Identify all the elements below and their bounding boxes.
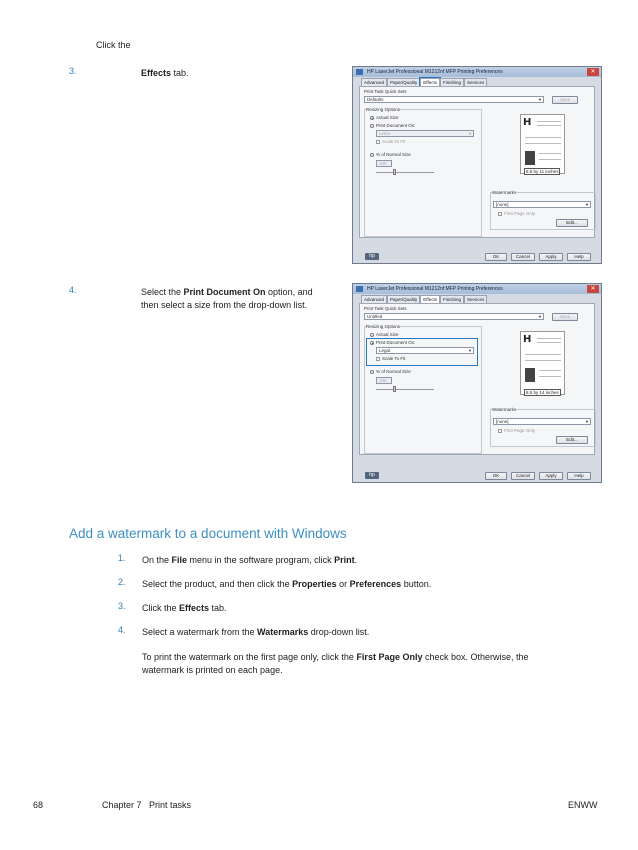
actual-size-label: Actual Size bbox=[376, 332, 399, 337]
close-icon[interactable]: ✕ bbox=[587, 68, 599, 76]
tab-advanced[interactable]: Advanced bbox=[361, 295, 387, 304]
text-span: Select the bbox=[141, 287, 184, 297]
help-button[interactable]: Help bbox=[567, 472, 591, 480]
first-page-only-checkbox[interactable] bbox=[498, 429, 502, 433]
quick-sets-label: Print Task Quick Sets bbox=[364, 89, 407, 94]
percent-input[interactable] bbox=[376, 377, 392, 384]
size-tag: 8.5 by 14 inches bbox=[526, 390, 559, 395]
preview-line bbox=[525, 143, 561, 144]
intro-text: Click the bbox=[96, 40, 131, 50]
paper-size-select[interactable] bbox=[376, 347, 474, 354]
print-document-on-radio[interactable] bbox=[370, 124, 374, 128]
preview-line bbox=[539, 159, 561, 160]
paper-size-select[interactable] bbox=[376, 130, 474, 137]
percent-slider-track bbox=[376, 172, 434, 173]
step-text bbox=[142, 601, 227, 615]
bold-term: Effects bbox=[179, 603, 210, 613]
paper-size-value: Legal bbox=[379, 348, 391, 353]
scale-to-fit-checkbox[interactable] bbox=[376, 357, 380, 361]
percent-size-label: % of Normal Size bbox=[376, 369, 411, 374]
edit-button[interactable]: Edit... bbox=[556, 219, 588, 227]
tab-services[interactable]: Services bbox=[464, 78, 487, 87]
watermarks-select[interactable] bbox=[493, 418, 591, 425]
bold-term: Watermarks bbox=[257, 627, 309, 637]
preview-line bbox=[525, 137, 561, 138]
quick-sets-value: Untitled bbox=[367, 314, 383, 319]
step-text bbox=[142, 577, 431, 591]
tab-paper-quality[interactable]: Paper/Quality bbox=[387, 295, 420, 304]
printing-preferences-dialog-2 bbox=[352, 283, 602, 483]
cancel-button[interactable]: Cancel bbox=[511, 472, 535, 480]
watermark-value: [none] bbox=[496, 419, 509, 424]
hp-logo: hp bbox=[365, 472, 379, 479]
tab-finishing[interactable]: Finishing bbox=[440, 78, 464, 87]
page-number: 68 bbox=[33, 800, 44, 810]
apply-button[interactable]: Apply bbox=[539, 253, 563, 261]
bold-term: Properties bbox=[292, 579, 337, 589]
tab-advanced[interactable]: Advanced bbox=[361, 78, 387, 87]
text-span: drop-down list. bbox=[308, 627, 370, 637]
percent-slider-thumb[interactable] bbox=[393, 169, 396, 175]
tab-paper-quality[interactable]: Paper/Quality bbox=[387, 78, 420, 87]
dialog-titlebar bbox=[353, 284, 601, 294]
page-preview bbox=[520, 331, 565, 395]
bold-term: Print bbox=[334, 555, 355, 565]
text-span: . bbox=[354, 555, 358, 565]
step-number: 3. bbox=[118, 601, 126, 611]
actual-size-label: Actual Size bbox=[376, 115, 399, 120]
hp-logo: hp bbox=[365, 253, 379, 260]
resizing-label: Resizing Options bbox=[366, 107, 401, 112]
quick-sets-label: Print Task Quick Sets bbox=[364, 306, 407, 311]
percent-slider-thumb[interactable] bbox=[393, 386, 396, 392]
print-document-on-label: Print Document On: bbox=[376, 340, 416, 345]
tab-panel bbox=[359, 303, 595, 455]
percent-slider-track bbox=[376, 389, 434, 390]
quick-sets-select[interactable] bbox=[364, 313, 544, 320]
bold-term: Print Document On bbox=[183, 287, 266, 297]
preview-chart-icon bbox=[525, 151, 535, 165]
percent-size-label: % of Normal Size bbox=[376, 152, 411, 157]
percent-input[interactable] bbox=[376, 160, 392, 167]
quick-sets-value: Defaults bbox=[367, 97, 384, 102]
ok-button[interactable]: OK bbox=[485, 253, 507, 261]
chevron-down-icon: ▼ bbox=[468, 348, 472, 353]
dialog-title: HP LaserJet Professional M1212nf MFP Printing Preferences bbox=[367, 286, 503, 292]
printer-icon bbox=[356, 69, 363, 75]
text-span: menu in the software program, click bbox=[187, 555, 335, 565]
first-page-only-label: First Page Only bbox=[504, 211, 536, 216]
preview-line bbox=[525, 360, 561, 361]
tab-finishing[interactable]: Finishing bbox=[440, 295, 464, 304]
chevron-down-icon: ▼ bbox=[538, 314, 542, 319]
text-span: tab. bbox=[171, 68, 189, 78]
text-span: To print the watermark on the first page only, click the bbox=[142, 652, 357, 662]
preview-line bbox=[525, 354, 561, 355]
ok-button[interactable]: OK bbox=[485, 472, 507, 480]
step-number: 1. bbox=[118, 553, 126, 563]
print-document-on-label: Print Document On: bbox=[376, 123, 416, 128]
step-number: 2. bbox=[118, 577, 126, 587]
step-text bbox=[141, 285, 313, 299]
chapter-title: Chapter 7 Print tasks bbox=[102, 800, 192, 810]
resizing-group bbox=[364, 109, 482, 237]
step-text bbox=[141, 66, 189, 80]
first-page-only-label: First Page Only bbox=[504, 428, 536, 433]
percent-size-radio[interactable] bbox=[370, 153, 374, 157]
dialog-title: HP LaserJet Professional M1212nf MFP Printing Preferences bbox=[367, 69, 503, 75]
printing-preferences-dialog-1 bbox=[352, 66, 602, 264]
step-number: 3. bbox=[69, 66, 77, 76]
text-span: On the bbox=[142, 555, 172, 565]
page-preview bbox=[520, 114, 565, 174]
text-span: or bbox=[336, 579, 350, 589]
scale-to-fit-label: Scale To Fit bbox=[382, 356, 406, 361]
help-button[interactable]: Help bbox=[567, 253, 591, 261]
text-span: Select the product, and then click the bbox=[142, 579, 293, 589]
scale-to-fit-checkbox[interactable] bbox=[376, 140, 380, 144]
preview-heading: H bbox=[523, 334, 532, 345]
actual-size-radio[interactable] bbox=[370, 333, 374, 337]
preview-line bbox=[539, 370, 561, 371]
apply-button[interactable]: Apply bbox=[539, 472, 563, 480]
tab-panel bbox=[359, 86, 595, 238]
bold-term: Effects bbox=[141, 68, 172, 78]
watermarks-label: Watermarks bbox=[492, 407, 517, 412]
size-tag: 8.5 by 11 inches bbox=[526, 169, 559, 174]
text-span: button. bbox=[401, 579, 432, 589]
save-button[interactable]: Save bbox=[552, 96, 578, 104]
preview-line bbox=[537, 125, 561, 126]
footer-right: ENWW bbox=[568, 800, 598, 810]
chevron-down-icon: ▼ bbox=[538, 97, 542, 102]
tab-effects[interactable]: Effects bbox=[420, 295, 440, 304]
step-text bbox=[142, 553, 357, 567]
preview-heading: H bbox=[523, 117, 532, 128]
edit-button[interactable]: Edit... bbox=[556, 436, 588, 444]
step-number: 4. bbox=[69, 285, 77, 295]
chevron-down-icon: ▼ bbox=[585, 202, 589, 207]
percent-size-radio[interactable] bbox=[370, 370, 374, 374]
text-span: tab. bbox=[209, 603, 227, 613]
print-document-on-radio[interactable] bbox=[370, 341, 374, 345]
watermarks-label: Watermarks bbox=[492, 190, 517, 195]
note-text bbox=[142, 650, 529, 664]
percent-value: 100 bbox=[379, 161, 387, 166]
bold-term: First Page Only bbox=[356, 652, 423, 662]
chevron-down-icon: ▼ bbox=[585, 419, 589, 424]
bold-term: Preferences bbox=[349, 579, 402, 589]
watermark-value: [none] bbox=[496, 202, 509, 207]
text-span: check box. Otherwise, the bbox=[422, 652, 529, 662]
preview-line bbox=[537, 338, 561, 339]
text-span: Click the bbox=[142, 603, 180, 613]
section-heading: Add a watermark to a document with Windows bbox=[69, 526, 347, 541]
paper-size-value: Letter bbox=[379, 131, 391, 136]
step-number: 4. bbox=[118, 625, 126, 635]
note-text-line2: watermark is printed on each page. bbox=[142, 665, 283, 675]
first-page-only-checkbox[interactable] bbox=[498, 212, 502, 216]
quick-sets-select[interactable] bbox=[364, 96, 544, 103]
chevron-down-icon: ▼ bbox=[468, 131, 472, 136]
text-span: option, and bbox=[265, 287, 313, 297]
preview-line bbox=[539, 153, 561, 154]
step-text-line2: then select a size from the drop-down list. bbox=[141, 300, 308, 310]
preview-line bbox=[537, 121, 561, 122]
preview-line bbox=[539, 376, 561, 377]
tab-services[interactable]: Services bbox=[464, 295, 487, 304]
scale-to-fit-label: Scale To Fit bbox=[382, 139, 406, 144]
printer-icon bbox=[356, 286, 363, 292]
cancel-button[interactable]: Cancel bbox=[511, 253, 535, 261]
save-button[interactable]: Save bbox=[552, 313, 578, 321]
tab-effects[interactable]: Effects bbox=[420, 78, 440, 87]
bold-term: File bbox=[171, 555, 188, 565]
text-span: Select a watermark from the bbox=[142, 627, 258, 637]
preview-line bbox=[537, 342, 561, 343]
step-text bbox=[142, 625, 369, 639]
resizing-label: Resizing Options bbox=[366, 324, 401, 329]
actual-size-radio[interactable] bbox=[370, 116, 374, 120]
preview-chart-icon bbox=[525, 368, 535, 382]
watermarks-select[interactable] bbox=[493, 201, 591, 208]
dialog-titlebar bbox=[353, 67, 601, 77]
close-icon[interactable]: ✕ bbox=[587, 285, 599, 293]
percent-value: 100 bbox=[379, 378, 387, 383]
